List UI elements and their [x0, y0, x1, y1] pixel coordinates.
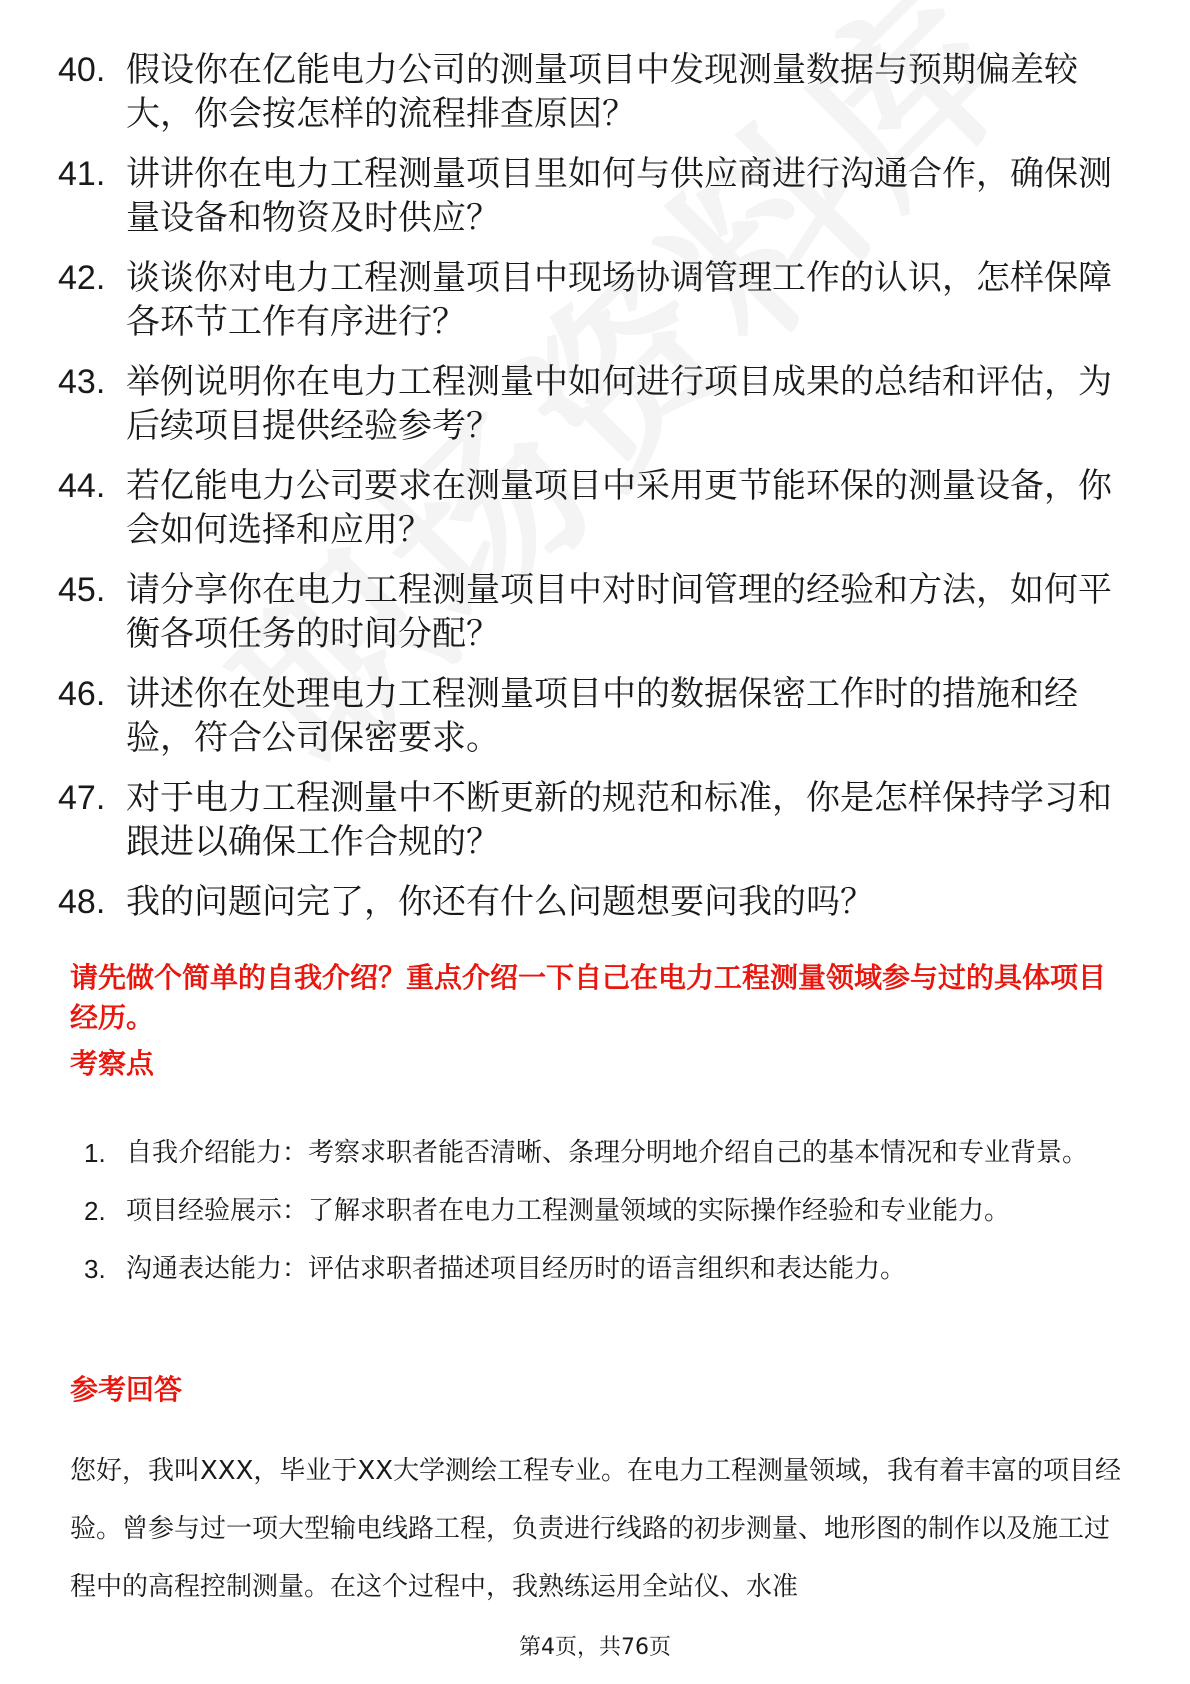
focus-point — [84, 1240, 1124, 1298]
focus-point-text: 沟通表达能力：评估求职者描述项目经历时的语言组织和表达能力。 — [126, 1254, 907, 1284]
question-item — [58, 672, 1138, 760]
focus-point-text: 项目经验展示：了解求职者在电力工程测量领域的实际操作经验和专业能力。 — [126, 1196, 1011, 1226]
question-text: 谈谈你对电力工程测量项目中现场协调管理工作的认识，怎样保障各环节工作有序进行？ — [126, 258, 1112, 342]
question-text: 举例说明你在电力工程测量中如何进行项目成果的总结和评估，为后续项目提供经验参考？ — [126, 362, 1112, 446]
answer-paragraph: 您好，我叫XXX，毕业于XX大学测绘工程专业。在电力工程测量领域，我有着丰富的项目经验。曾参与过一项大型输电线路工程，负责进行线路的初步测量、地形图的制作以及施工过程中的高程控制测量。在这个过程中，我熟练运用全站仪、水准 — [70, 1456, 1122, 1602]
question-item — [58, 360, 1138, 448]
question-number: 48. — [58, 883, 106, 921]
question-number: 47. — [58, 779, 106, 817]
question-text: 讲述你在处理电力工程测量项目中的数据保密工作时的措施和经验，符合公司保密要求。 — [126, 674, 1078, 758]
question-list — [58, 48, 1138, 940]
question-text: 对于电力工程测量中不断更新的规范和标准，你是怎样保持学习和跟进以确保工作合规的？ — [126, 778, 1112, 862]
focus-point-number: 3. — [84, 1254, 106, 1284]
question-number: 41. — [58, 155, 106, 193]
question-item — [58, 880, 1138, 924]
page-footer: 第4页，共76页 — [519, 1635, 671, 1660]
answer-heading: 参考回答 — [70, 1373, 183, 1406]
question-item — [58, 464, 1138, 552]
question-item — [58, 48, 1138, 136]
question-text: 假设你在亿能电力公司的测量项目中发现测量数据与预期偏差较大，你会按怎样的流程排查原因？ — [126, 50, 1078, 134]
question-text: 我的问题问完了，你还有什么问题想要问我的吗？ — [126, 882, 874, 922]
question-item — [58, 776, 1138, 864]
section-question-heading: 请先做个简单的自我介绍？重点介绍一下自己在电力工程测量领域参与过的具体项目经历。 — [70, 961, 1107, 1034]
question-number: 44. — [58, 467, 106, 505]
focus-point-text: 自我介绍能力：考察求职者能否清晰、条理分明地介绍自己的基本情况和专业背景。 — [126, 1138, 1089, 1168]
question-number: 46. — [58, 675, 106, 713]
question-item — [58, 256, 1138, 344]
question-number: 40. — [58, 51, 106, 89]
question-number: 45. — [58, 571, 106, 609]
question-number: 43. — [58, 363, 106, 401]
question-text: 请分享你在电力工程测量项目中对时间管理的经验和方法，如何平衡各项任务的时间分配？ — [126, 570, 1112, 654]
focus-heading: 考察点 — [70, 1047, 155, 1080]
focus-point — [84, 1182, 1124, 1240]
focus-point — [84, 1124, 1124, 1182]
question-number: 42. — [58, 259, 106, 297]
focus-points-list — [84, 1124, 1124, 1298]
question-text: 若亿能电力公司要求在测量项目中采用更节能环保的测量设备，你会如何选择和应用？ — [126, 466, 1112, 550]
question-item — [58, 152, 1138, 240]
focus-point-number: 1. — [84, 1138, 106, 1168]
focus-point-number: 2. — [84, 1196, 106, 1226]
question-text: 讲讲你在电力工程测量项目里如何与供应商进行沟通合作，确保测量设备和物资及时供应？ — [126, 154, 1112, 238]
question-item — [58, 568, 1138, 656]
